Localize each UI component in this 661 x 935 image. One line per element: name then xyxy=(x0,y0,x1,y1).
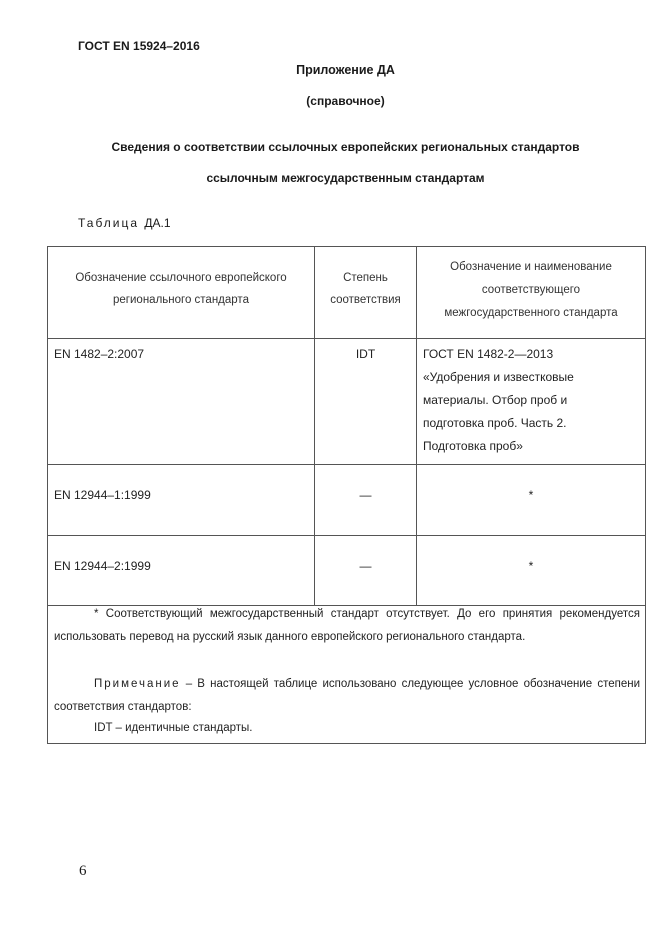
header-bottom-rule xyxy=(48,338,645,339)
row-1-gost-line-2: «Удобрения и известковые xyxy=(423,370,574,384)
header-col-degree-line-1: Степень xyxy=(343,272,388,284)
annex-title: Приложение ДА xyxy=(296,63,395,77)
header-col-degree xyxy=(315,267,416,311)
table-label-number: ДА.1 xyxy=(144,216,171,230)
row-1-gost-line-4: подготовка проб. Часть 2. xyxy=(423,416,567,430)
row-3-reference: EN 12944–2:1999 xyxy=(54,559,151,573)
header-col-reference-line-1: Обозначение ссылочного европейского xyxy=(75,272,287,284)
correspondence-table xyxy=(47,246,646,744)
note-text: – В настоящей таблице использовано следующее условное обозначение степени соответствия стандартов: xyxy=(54,678,640,713)
row-1-gost-line-5: Подготовка проб» xyxy=(423,439,523,453)
page-number: 6 xyxy=(79,863,87,879)
header-col-gost-line-2: соответствующего xyxy=(481,284,581,296)
row-2-bottom-rule xyxy=(48,535,645,536)
header-col-reference-line-2: регионального стандарта xyxy=(113,294,249,306)
row-1-gost xyxy=(423,343,574,458)
table-label xyxy=(78,216,171,230)
row-2-gost: * xyxy=(528,488,534,502)
header-col-degree-line-2: соответствия xyxy=(330,294,401,306)
header-col-gost xyxy=(417,256,645,325)
row-2-degree: — xyxy=(359,488,372,502)
table-label-word: Таблица xyxy=(78,216,140,230)
row-3-gost: * xyxy=(528,559,534,573)
row-2-reference: EN 12944–1:1999 xyxy=(54,488,151,502)
table-footnote: * Соответствующий межгосударственный стандарт отсутствует. До его принятия рекомендуется использовать перевод на русский язык данного европейского регионального стандарта. xyxy=(54,608,640,643)
row-1-gost-line-1: ГОСТ EN 1482-2—2013 xyxy=(423,347,554,361)
note-label: Примечание xyxy=(94,678,181,690)
header-col-reference xyxy=(48,267,314,311)
row-1-reference: EN 1482–2:2007 xyxy=(54,347,145,361)
annex-heading-line-2: ссылочным межгосударственным стандартам xyxy=(206,171,485,185)
row-1-bottom-rule xyxy=(48,464,645,465)
row-3-degree: — xyxy=(359,559,372,573)
annex-heading-line-1: Сведения о соответствии ссылочных европейских региональных стандартов xyxy=(111,140,580,154)
header-col-gost-line-3: межгосударственного стандарта xyxy=(444,307,618,319)
row-1-degree: IDT xyxy=(355,347,376,361)
annex-subtitle: (справочное) xyxy=(306,94,385,108)
row-1-gost-line-3: материалы. Отбор проб и xyxy=(423,393,568,407)
table-note xyxy=(54,673,640,719)
standard-code: ГОСТ EN 15924–2016 xyxy=(78,39,200,53)
note-idt-definition: IDT – идентичные стандарты. xyxy=(94,722,253,734)
header-col-gost-line-1: Обозначение и наименование xyxy=(450,261,612,273)
